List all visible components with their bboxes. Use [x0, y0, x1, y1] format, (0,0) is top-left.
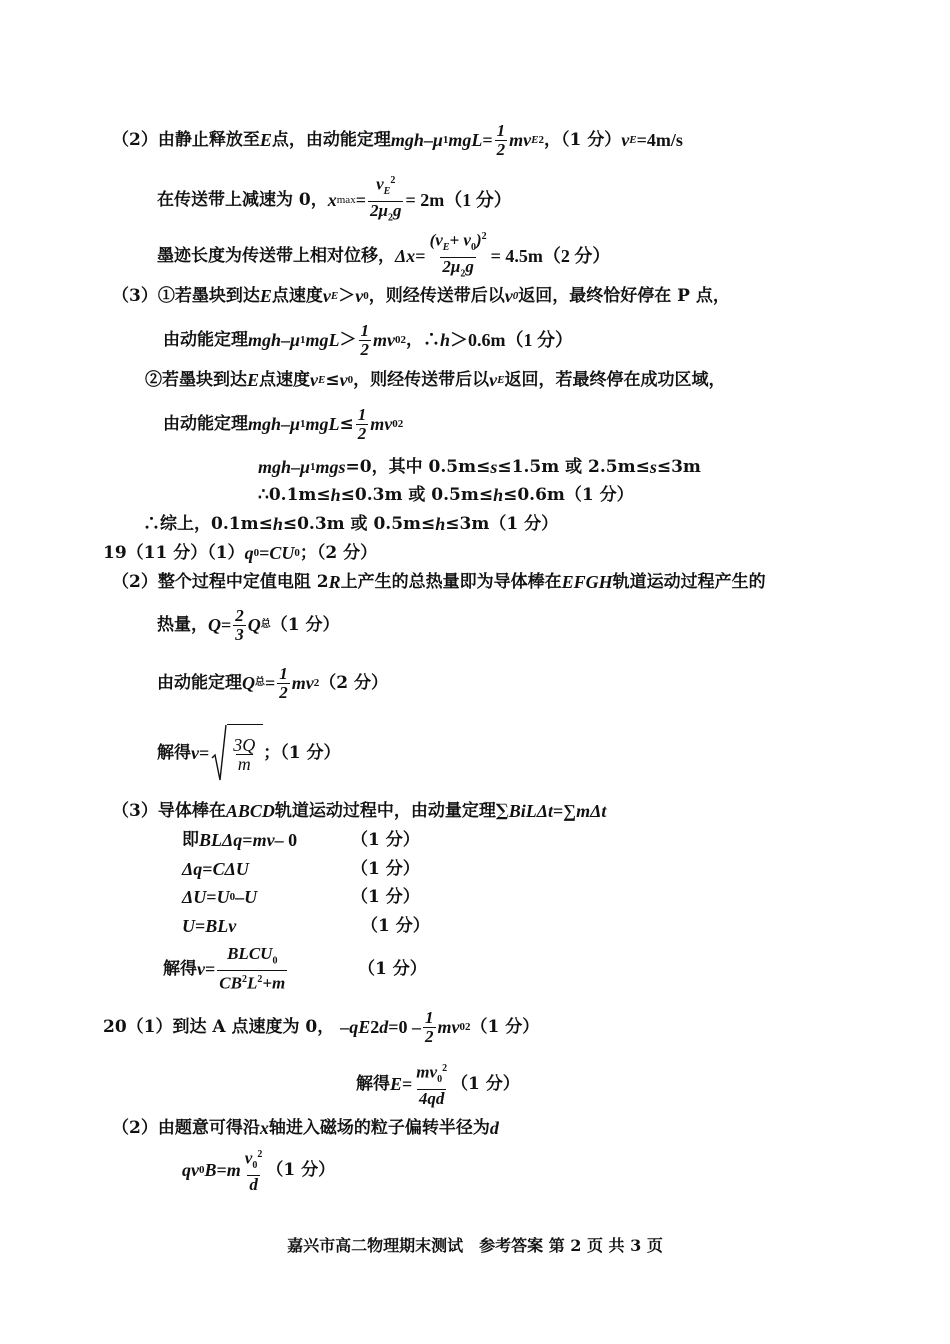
solution-line: （2）整个过程中定值电阻 2 R 上产生的总热量即为导体棒在 EFGH 轨道运动过程产生的 — [112, 571, 766, 592]
solution-line: ∴0.1m≤ h ≤0.3m 或 0.5m≤ h ≤0.6m（1 分） — [258, 484, 634, 505]
question-19-line: 19（11 分）（1） q 0 = CU 0 ；（2 分） — [103, 542, 378, 563]
solution-line: Δq = CΔU — [182, 859, 249, 879]
solution-line: 解得 v = $\frac{BLCU_0}{CB^2L^2+m}$ — [163, 943, 286, 994]
point-marker: （1 分） — [351, 886, 420, 907]
solution-line: ②若墨块到达 E 点速度 v E ≤ v 0 ，则经传送带后以 v E 返回，若最终停在成功区域， — [145, 369, 726, 390]
point-marker: （1 分） — [358, 958, 427, 979]
fraction: $\frac{3Q}{m}$ — [233, 735, 256, 774]
solution-line: qv 0 B = m $\frac{v_0^2}{d}$ （1 分） — [182, 1150, 335, 1190]
point-marker: （1 分） — [351, 829, 420, 850]
point-marker: （1 分） — [351, 858, 420, 879]
solution-line: （2）由静止释放至 E 点，由动能定理 mgh – μ 1 mgL = $\frac{1}{2}$ mv E 2 ，（1 分） v E =4m/s — [112, 120, 683, 159]
fraction: $\frac{v_0^2}{d}$ — [244, 1148, 263, 1195]
fraction: $\frac{v_E^2}{2\mu_2g}$ — [368, 172, 403, 227]
fraction: $\frac{(v_E+ v_0)^2}{2\mu_2g}$ — [428, 228, 489, 283]
page-footer: 嘉兴市高二物理期末测试 参考答案 第 2 页 共 3 页 — [287, 1236, 663, 1255]
fraction: $\frac{1}{2}$ — [360, 320, 370, 359]
solution-line: 即 BLΔq = mv – 0 — [182, 829, 298, 850]
solution-line: 墨迹长度为传送带上相对位移， Δx = $\frac{(v_E+ v_0)^2}{2\mu_2g}$ = 4.5m（2 分） — [157, 236, 610, 276]
solution-line: ∴综上，0.1m≤ h ≤0.3m 或 0.5m≤ h ≤3m（1 分） — [143, 513, 559, 534]
solution-line: 在传送带上减速为 0， x max = $\frac{v_E^2}{2\mu_2g}$ = 2m（1 分） — [157, 180, 512, 220]
solution-line: 解得 v = $\frac{3Q}{m}$ ；（1 分） — [157, 724, 341, 782]
radical-sign-icon — [211, 724, 227, 782]
solution-line: （2）由题意可得沿 x 轴进入磁场的粒子偏转半径为 d — [112, 1117, 499, 1138]
solution-line: （3）导体棒在 ABCD 轨道运动过程中，由动量定理∑ BiLΔt =∑ mΔt — [112, 800, 607, 821]
point-marker: （1 分） — [361, 915, 430, 936]
solution-line: mgh – μ 1 mgs =0，其中 0.5m≤ s ≤1.5m 或 2.5m≤ s ≤3m — [258, 456, 701, 477]
fraction: $\frac{1}{2}$ — [279, 663, 288, 702]
solution-line: 热量， Q = $\frac{2}{3}$ Q 总 （1 分） — [157, 605, 340, 644]
fraction: $\frac{BLCU_0}{CB^2L^2+m}$ — [219, 943, 286, 994]
solution-line: U = BLv — [182, 916, 237, 936]
fraction: $\frac{mv_0^2}{4qd}$ — [416, 1062, 448, 1109]
solution-line: 解得 E = $\frac{mv_0^2}{4qd}$ （1 分） — [356, 1064, 520, 1104]
square-root — [211, 724, 263, 782]
solution-line: 由动能定理 Q 总 = $\frac{1}{2}$ mv 2 （2 分） — [157, 663, 389, 702]
solution-line: （3）①若墨块到达 E 点速度 v E ＞ v 0 ，则经传送带后以 v 0 返回，最终恰好停在 P 点， — [112, 285, 730, 306]
fraction: $\frac{2}{3}$ — [235, 605, 244, 644]
solution-line: 由动能定理 mgh – μ 1 mgL ≤ $\frac{1}{2}$ mv 0 2 — [163, 404, 404, 443]
fraction: $\frac{1}{2}$ — [496, 120, 506, 159]
fraction: $\frac{1}{2}$ — [357, 404, 367, 443]
fraction: $\frac{1}{2}$ — [425, 1007, 434, 1046]
solution-line: 由动能定理 mgh – μ 1 mgL ＞ $\frac{1}{2}$ mv 0 2 ，∴ h ＞0.6m（1 分） — [163, 320, 574, 359]
question-20-line: 20（1）到达 A 点速度为 0， –qE 2 d =0 – $\frac{1}{2}$ mv 0 2 （1 分） — [103, 1007, 540, 1046]
solution-line: ΔU = U 0 – U — [182, 887, 258, 907]
